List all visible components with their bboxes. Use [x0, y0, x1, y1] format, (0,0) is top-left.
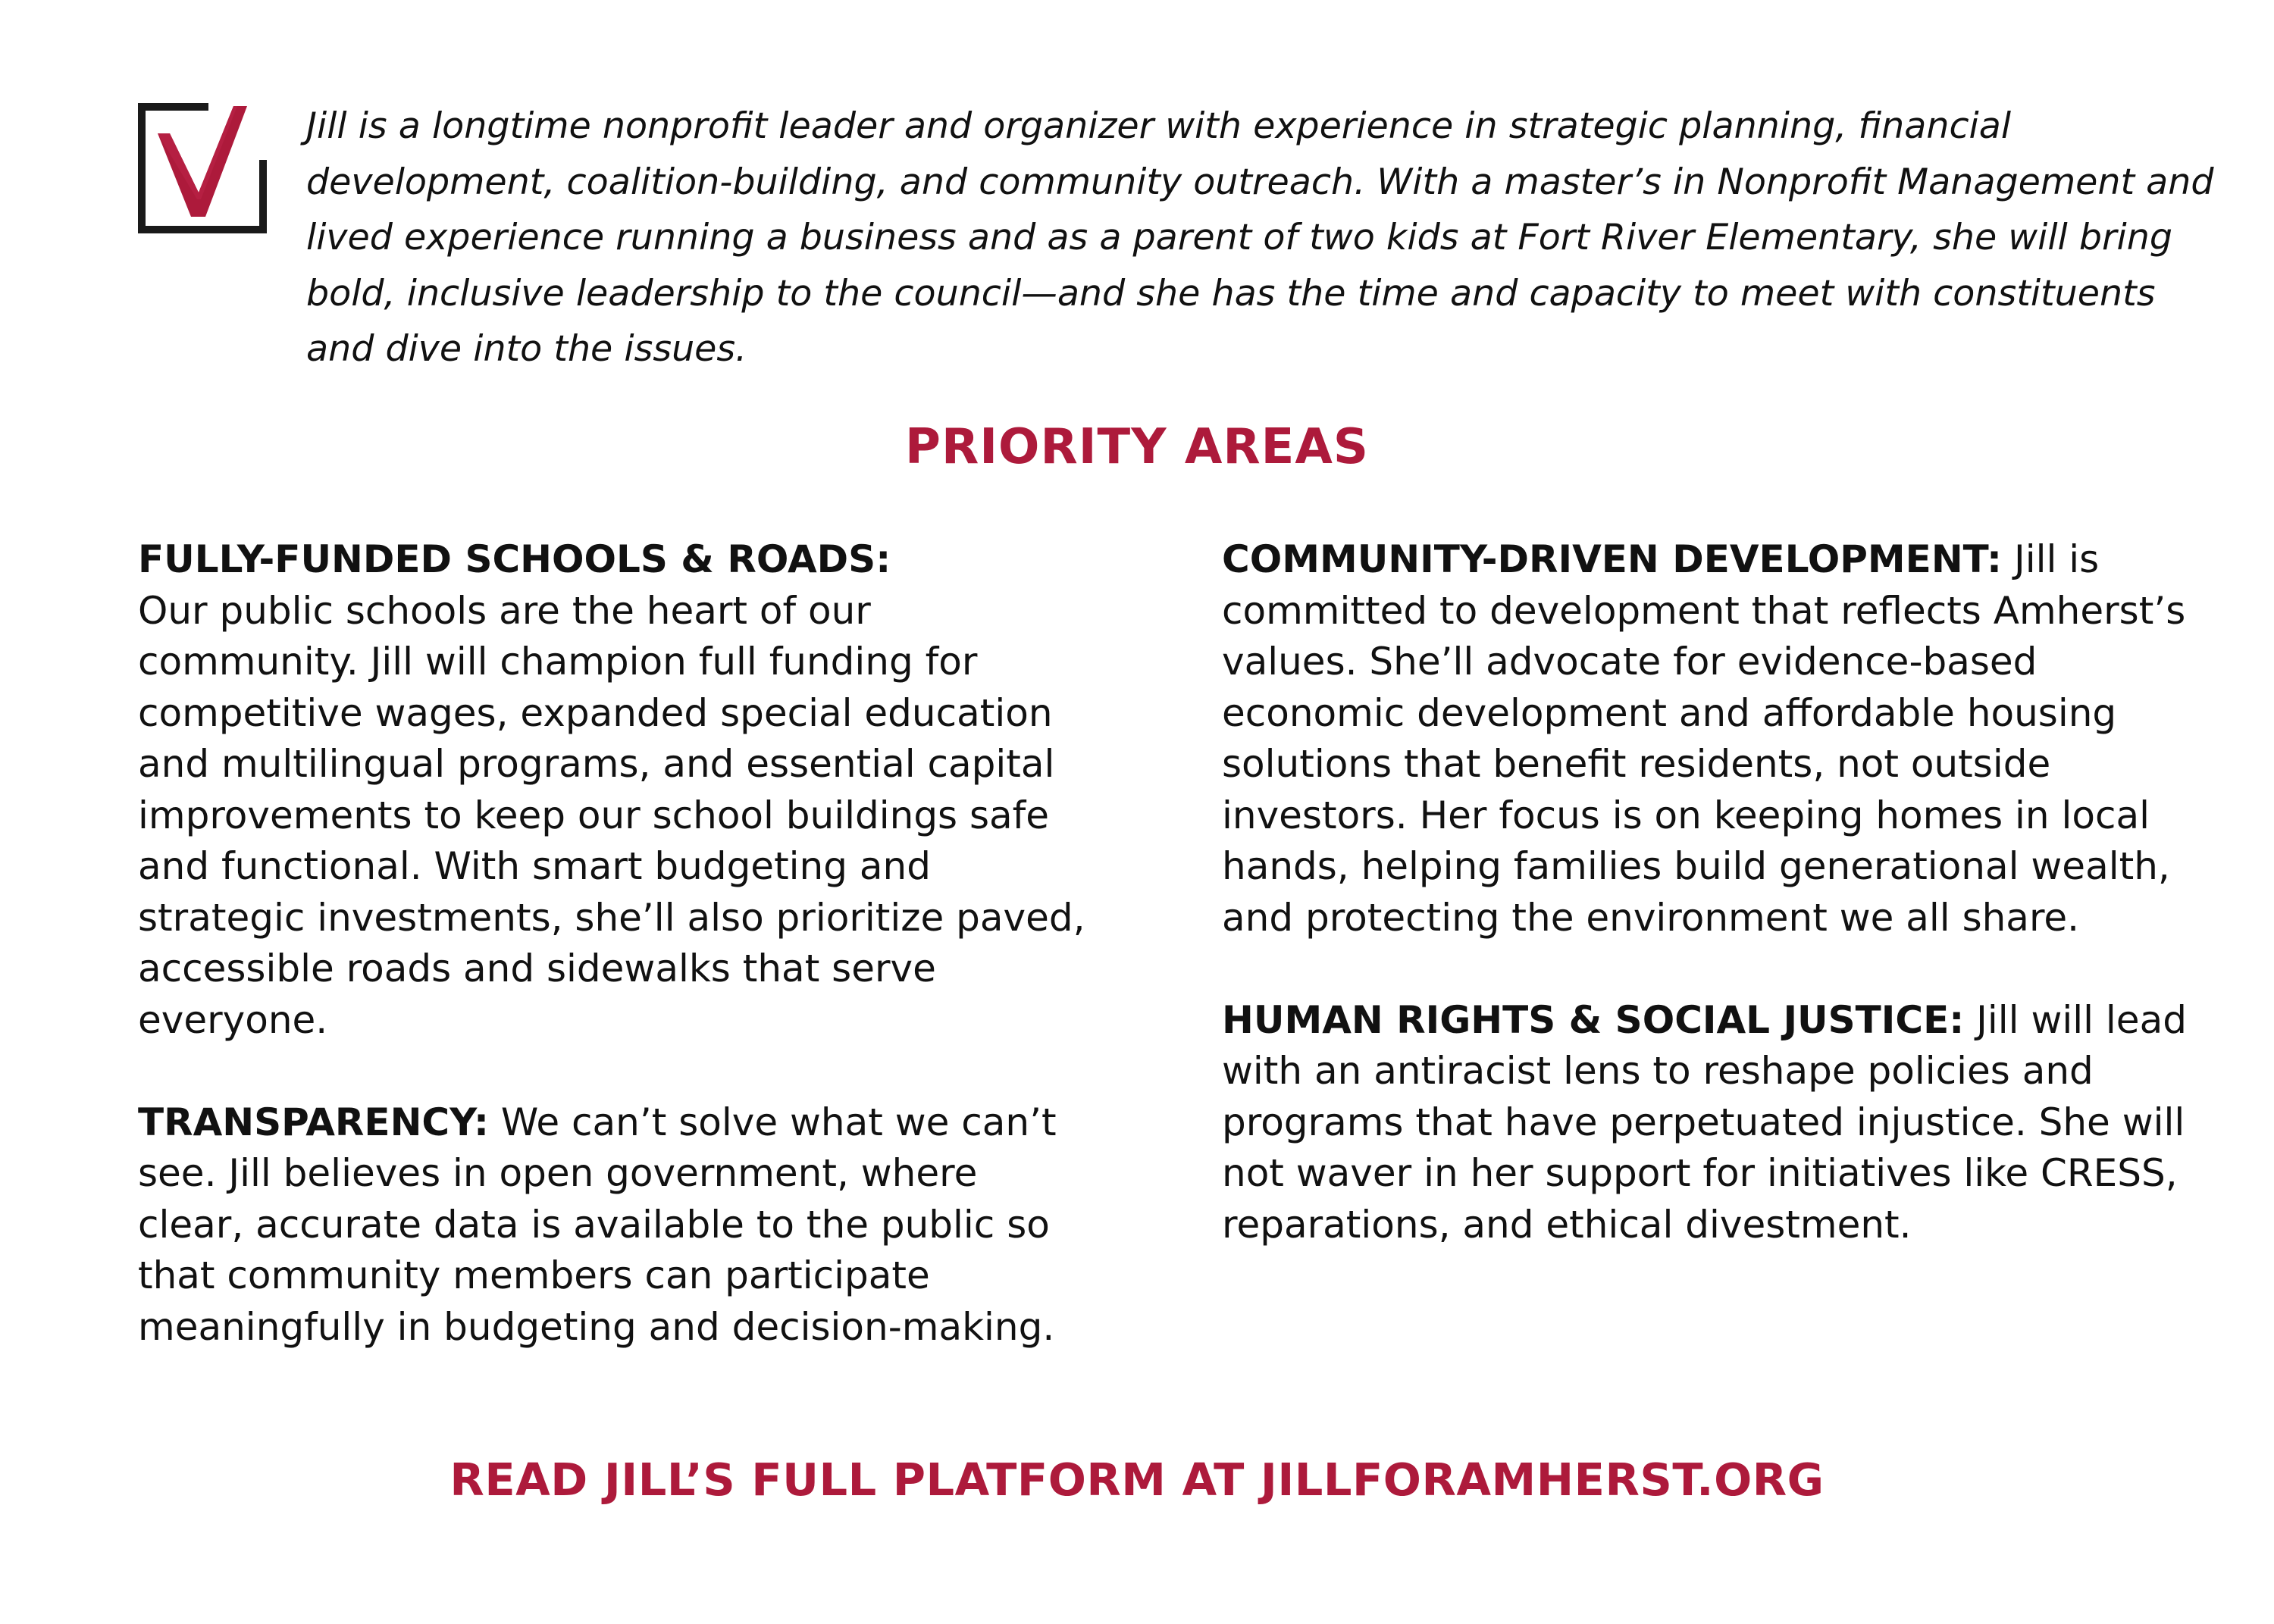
priority-body: We can’t solve what we can’t see. Jill believes in open government, where clear, accurate data is available to the public so that community members can participate meaningfully in budgeting and decision-making.: [138, 1100, 1057, 1349]
priority-body: Jill will lead with an antiracist lens to reshape policies and programs that have perpetuated injustice. She will not waver in her support for initiatives like CRESS, reparations, and ethical divestment.: [1222, 997, 2187, 1247]
intro-paragraph: Jill is a longtime nonprofit leader and organizer with experience in strategic planning, financial development, coalition-building, and community outreach. With a master’s in Nonprofit Management and lived experience running a business and as a parent of two kids at Fort River Elementary, she will bring bold, inclusive leadership to the council—and she has the time and capacity to meet with constituents and dive into the issues.: [306, 105, 2214, 370]
priority-column-right: [1222, 534, 2215, 1250]
platform-link-cta[interactable]: READ JILL’S FULL PLATFORM AT JILLFORAMHERST.ORG: [449, 1453, 1825, 1506]
priority-transparency: [138, 1097, 1093, 1353]
priority-heading: FULLY-FUNDED SCHOOLS & ROADS:: [138, 537, 891, 581]
priority-body: Jill is committed to development that reflects Amherst’s values. She’ll advocate for evidence-based economic development and affordable housing solutions that benefit residents, not outside investors. Her focus is on keeping homes in local hands, helping families build generational wealth, and protecting the environment we all share.: [1222, 537, 2186, 940]
priority-column-left: [138, 534, 1093, 1353]
priority-community-development: [1222, 534, 2215, 943]
checkbox-checkmark-icon: [138, 103, 267, 233]
priority-heading: COMMUNITY-DRIVEN DEVELOPMENT:: [1222, 537, 2003, 581]
priority-areas-title: PRIORITY AREAS: [905, 419, 1369, 475]
priority-heading: HUMAN RIGHTS & SOCIAL JUSTICE:: [1222, 997, 1965, 1042]
priority-schools-roads: [138, 534, 1093, 1046]
priority-body: Our public schools are the heart of our community. Jill will champion full funding for competitive wages, expanded special education and multilingual programs, and essential capital improvements to keep our school buildings safe and functional. With smart budgeting and strategic investments, she’ll also prioritize paved, accessible roads and sidewalks that serve everyone.: [138, 588, 1085, 1042]
priority-heading: TRANSPARENCY:: [138, 1100, 489, 1144]
priority-human-rights: [1222, 995, 2215, 1251]
